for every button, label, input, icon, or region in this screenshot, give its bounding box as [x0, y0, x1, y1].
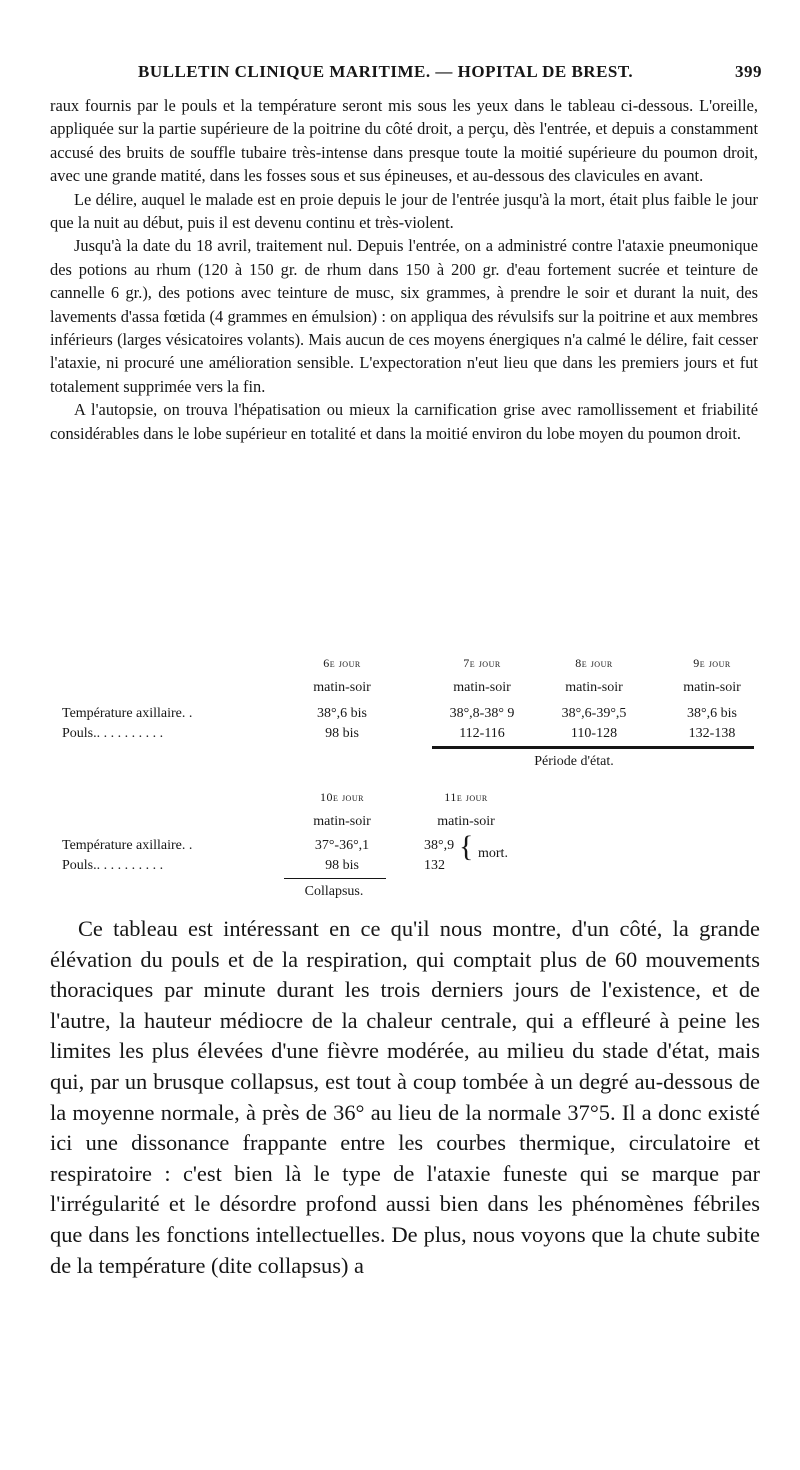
- period-header: matin-soir: [313, 814, 371, 829]
- row-label-temperature: Température axillaire. .: [62, 706, 193, 721]
- temperature-value: 38°,9: [424, 838, 455, 853]
- period-header: matin-soir: [453, 680, 511, 695]
- pulse-value: 132: [424, 858, 445, 873]
- running-title: BULLETIN CLINIQUE MARITIME. — HOPITAL DE BREST.: [138, 62, 634, 81]
- period-header: matin-soir: [683, 680, 741, 695]
- paragraph: Jusqu'à la date du 18 avril, traitement nul. Depuis l'entrée, on a administré contre l'ataxie pneumonique des potions au rhum (120 à 150 gr. de rhum dans 150 à 200 gr. d'eau fortement sucrée et teinture de cannelle 6 gr.), des potions avec teinture de musc, six grammes, à prendre le soir et durant la nuit, des lavements d'assa fœtida (4 grammes en émulsion) : on appliqua des révulsifs sur la poitrine et aux membres inférieurs (larges vésicatoires volants). Mais aucun de ces moyens énergiques n'a calmé le délire, fait cesser l'ataxie, ni procuré une amélioration sensible. L'expectoration n'eut lieu que dans les premiers jours et fut totalement supprimée vers la fin.: [50, 236, 758, 396]
- pulse-value: 132-138: [688, 726, 736, 741]
- pulse-value: 98 bis: [325, 726, 359, 741]
- day-header: 10e jour: [320, 790, 364, 804]
- period-header: matin-soir: [437, 814, 495, 829]
- period-label-etat: Période d'état.: [534, 754, 614, 769]
- temperature-value: 38°,6 bis: [687, 706, 737, 721]
- body-text-large: [50, 914, 760, 1281]
- temperature-value: 38°,6-39°,5: [561, 706, 627, 721]
- temperature-value: 38°,6 bis: [317, 706, 367, 721]
- paragraph: raux fournis par le pouls et la température seront mis sous les yeux dans le tableau ci-dessous. L'oreille, appliquée sur la partie supérieure de la poitrine du côté droit, a perçu, dès l'entrée, et depuis a constamment accusé des bruits de souffle tubaire très-intense dans presque toute la moitié supérieure du poumon droit, avec une grande matité, dans les fosses sous et sus épineuses, et au-dessous des clavicules en avant.: [50, 96, 758, 186]
- pulse-value: 98 bis: [325, 858, 359, 873]
- paragraph: Le délire, auquel le malade est en proie depuis le jour de l'entrée jusqu'à la mort, était plus faible le jour que la nuit au début, puis il est devenu continu et très-violent.: [50, 189, 758, 233]
- brace-glyph: {: [459, 830, 474, 863]
- death-note: mort.: [478, 846, 508, 861]
- temperature-value: 38°,8-38° 9: [449, 706, 515, 721]
- paragraph: Ce tableau est intéressant en ce qu'il nous montre, d'un côté, la grande élévation du pouls et de la respiration, qui comptait plus de 60 mouvements thoraciques par minute durant les trois derniers jours de l'existence, et de l'autre, la hauteur médiocre de la chaleur centrale, qui a effleuré à peine les limites les plus élevées d'une fièvre modérée, au milieu du stade d'état, mais qui, par un brusque collapsus, est tout à coup tombée à un degré au-dessous de la moyenne normale, à près de 36° au lieu de la normale 37°5. Il a donc existé ici une dissonance frappante entre les courbes thermique, circulatoire et respiratoire : c'est bien là le type de l'ataxie funeste qui se marque par l'irrégularité et le désordre profond aussi bien dans les phénomènes fébriles que dans les fonctions intellectuelles. De plus, nous voyons que la chute subite de la température (dite collapsus) a: [50, 916, 760, 1278]
- page-number: 399: [735, 62, 762, 81]
- row-label-pulse: Pouls.. . . . . . . . . .: [62, 858, 164, 873]
- pulse-value: 112-116: [459, 726, 505, 741]
- period-label-collapsus: Collapsus.: [304, 884, 364, 899]
- day-header: 11e jour: [444, 790, 488, 804]
- row-label-pulse: Pouls.. . . . . . . . . .: [62, 726, 164, 741]
- row-label-temperature: Température axillaire. .: [62, 838, 193, 853]
- day-header: 6e jour: [323, 656, 361, 670]
- temperature-value: 37°-36°,1: [314, 838, 370, 853]
- collapsus-rule: [284, 878, 386, 879]
- paragraph: A l'autopsie, on trouva l'hépatisation ou mieux la carnification grise avec ramollissement et friabilité considérables dans le lobe supérieur en totalité et dans la moitié environ du lobe moyen du poumon droit.: [50, 400, 758, 443]
- pulse-value: 110-128: [570, 726, 618, 741]
- day-header: 8e jour: [575, 656, 613, 670]
- day-header: 7e jour: [463, 656, 501, 670]
- day-header: 9e jour: [693, 656, 731, 670]
- period-rule: [432, 746, 754, 749]
- period-header: matin-soir: [313, 680, 371, 695]
- period-header: matin-soir: [565, 680, 623, 695]
